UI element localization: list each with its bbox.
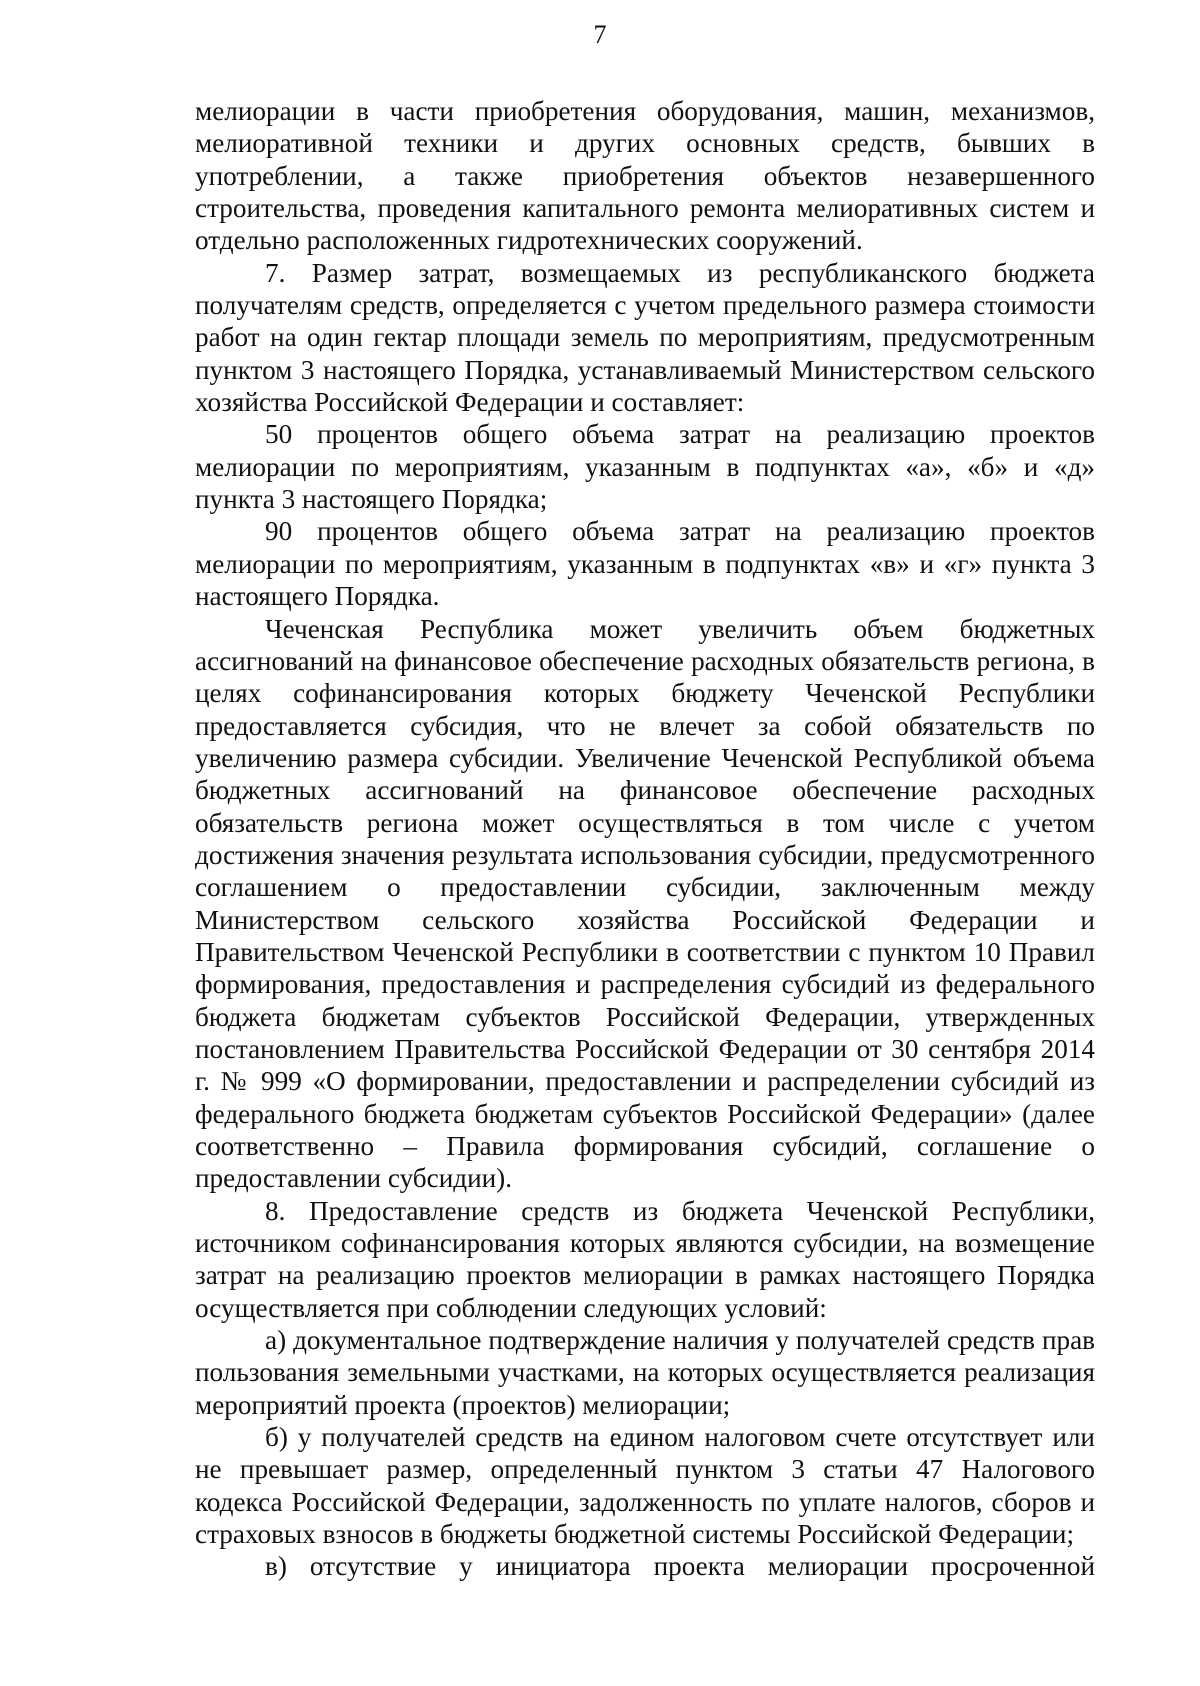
paragraph-item-8: 8. Предоставление средств из бюджета Чеченской Республики, источником софинансирования которых являются субсидии, на возмещение затрат на реализацию проектов мелиорации в рамках настоящего Порядка осуществляется при соблюдении следующих условий: [195,1195,1095,1323]
paragraph-subitem-b: б) у получателей средств на едином налоговом счете отсутствует или не превышает размер, определенный пунктом 3 статьи 47 Налогового кодекса Российской Федерации, задолженность по уплате налогов, сборов и страховых взносов в бюджеты бюджетной системы Российской Федерации; [195,1422,1095,1550]
paragraph-subitem-v: в) отсутствие у инициатора проекта мелиорации просроченной [265,1551,1095,1582]
paragraph-subitem-a: а) документальное подтверждение наличия у получателей средств прав пользования земельными участками, на которых осуществляется реализация мероприятий проекта (проектов) мелиорации; [195,1325,1095,1420]
paragraph-50-percent: 50 процентов общего объема затрат на реализацию проектов мелиорации по мероприятиям, указанным в подпунктах «а», «б» и «д» пункта 3 настоящего Порядка; [195,419,1095,515]
page-number: 7 [593,20,607,49]
paragraph-item-7: 7. Размер затрат, возмещаемых из республиканского бюджета получателям средств, определяется с учетом предельного размера стоимости работ на один гектар площади земель по мероприятиям, предусмотренным пунктом 3 настоящего Порядка, устанавливаемый Министерством сельского хозяйства Российской Федерации и составляет: [195,257,1095,418]
paragraph-90-percent: 90 процентов общего объема затрат на реализацию проектов мелиорации по мероприятиям, указанным в подпунктах «в» и «г» пункта 3 настоящего Порядка. [195,516,1095,612]
document-body [195,95,1095,1583]
paragraph-budget-increase: Чеченская Республика может увеличить объем бюджетных ассигнований на финансовое обеспечение расходных обязательств региона, в целях софинансирования которых бюджету Чеченской Республики предоставляется субсидия, что не влечет за собой обязательств по увеличению размера субсидии. Увеличение Чеченской Республикой объема бюджетных ассигнований на финансовое обеспечение расходных обязательств региона может осуществляться в том числе с учетом достижения значения результата использования субсидии, предусмотренного соглашением о предоставлении субсидии, заключенным между Министерством сельского хозяйства Российской Федерации и Правительством Чеченской Республики в соответствии с пунктом 10 Правил формирования, предоставления и распределения субсидий из федерального бюджета бюджетам субъектов Российской Федерации, утвержденных постановлением Правительства Российской Федерации от 30 сентября 2014 г. № 999 «О формировании, предоставлении и распределении субсидий из федерального бюджета бюджетам субъектов Российской Федерации» (далее соответственно – Правила формирования субсидий, соглашение о предоставлении субсидии). [195,613,1095,1194]
paragraph-continuation: мелиорации в части приобретения оборудования, машин, механизмов, мелиоративной техники и других основных средств, бывших в употреблении, а также приобретения объектов незавершенного строительства, проведения капитального ремонта мелиоративных систем и отдельно расположенных гидротехнических сооружений. [195,96,1095,256]
